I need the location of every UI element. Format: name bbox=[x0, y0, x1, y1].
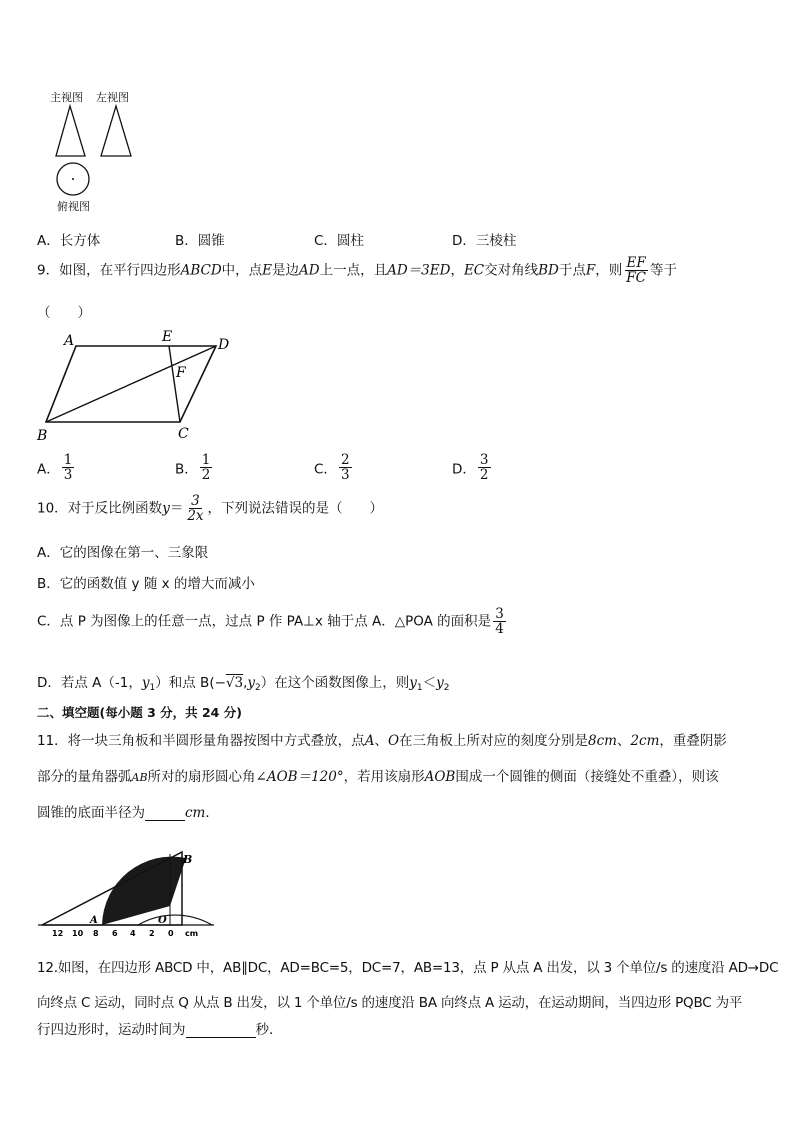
top-view-label: 俯视图 bbox=[57, 200, 90, 213]
q12-line-1: 12.如图，在四边形 ABCD 中，AB∥DC，AD=BC=5，DC=7，AB=13，点 P 从点 A 出发，以 3 个单位/s 的速度沿 AD→DC bbox=[37, 960, 779, 976]
q10-fraction bbox=[185, 494, 205, 523]
protractor-figure bbox=[38, 836, 218, 944]
q11-aob: AOB bbox=[424, 769, 456, 785]
q11-text-3b: ． bbox=[205, 805, 219, 821]
q10-d-y1b: y bbox=[409, 675, 417, 691]
q11-angle: ∠AOB＝120° bbox=[255, 769, 344, 785]
q11-line-1 bbox=[37, 729, 727, 749]
q10-text-1: 对于反比例函数 bbox=[67, 500, 163, 517]
section-2-heading: 二、填空题(每小题 3 分，共 24 分) bbox=[37, 705, 242, 720]
tick-6: 6 bbox=[112, 929, 118, 938]
q9-option-b-num: 1 bbox=[201, 452, 211, 468]
q9-text-7: 于点 bbox=[558, 262, 586, 279]
q9-text-6: 交对角线 bbox=[484, 262, 539, 279]
fig-label-b: B bbox=[183, 853, 193, 866]
q9-text-3: 是边 bbox=[272, 262, 300, 279]
q10-d-sub1b: 1 bbox=[416, 683, 423, 693]
label-a: A bbox=[64, 333, 75, 349]
q11-cm: cm bbox=[185, 805, 206, 821]
q9-option-a-num: 1 bbox=[63, 452, 73, 468]
ruler-scale bbox=[52, 929, 198, 938]
q9-fraction-den: FC bbox=[626, 270, 646, 287]
q10-option-c-text: C．点 P 为图像上的任意一点，过点 P 作 PA⊥x 轴于点 A．△POA 的面积是 bbox=[37, 613, 492, 630]
label-f: F bbox=[176, 365, 186, 381]
top-view-center-dot bbox=[72, 178, 74, 180]
q9-e: E bbox=[262, 262, 273, 279]
parallelogram-figure bbox=[34, 326, 239, 446]
q12-text-3a: 行四边形时，运动时间为 bbox=[37, 1022, 186, 1038]
q8-option-b: B．圆锥 bbox=[175, 233, 225, 249]
fig-label-o: O bbox=[158, 915, 167, 926]
q11-sep2: 、 bbox=[616, 733, 631, 749]
q10-d-y2b: y bbox=[436, 675, 444, 691]
q11-o: O bbox=[387, 733, 400, 749]
q9-text-1: 如图，在平行四边形 bbox=[59, 262, 181, 279]
q10-option-c-num: 3 bbox=[495, 606, 504, 622]
front-view-label: 主视图 bbox=[50, 91, 83, 104]
q10-d-y2: y bbox=[247, 675, 256, 691]
front-view-triangle bbox=[56, 106, 85, 156]
q10-eq: ＝ bbox=[169, 500, 184, 517]
q9-option-c-letter: C． bbox=[314, 461, 337, 478]
q8-option-d: D．三棱柱 bbox=[452, 233, 517, 249]
q11-arc-ab: AB bbox=[131, 771, 148, 784]
q10-d-sub2b: 2 bbox=[443, 683, 450, 693]
q12-text-3b: 秒． bbox=[255, 1022, 283, 1038]
label-c: C bbox=[178, 426, 189, 442]
left-view-label: 左视图 bbox=[96, 91, 129, 104]
q11-text-1a: 11．将一块三角板和半圆形量角器按图中方式叠放，点 bbox=[37, 733, 365, 749]
q10-fraction-den: 2x bbox=[187, 508, 204, 525]
q10-number: 10． bbox=[37, 500, 68, 517]
q9-paren: （ ） bbox=[37, 305, 91, 321]
q9-f: F bbox=[585, 262, 596, 279]
q10-option-c bbox=[37, 607, 508, 636]
q9-option-d-den: 2 bbox=[479, 467, 489, 484]
q10-d-comma: , bbox=[243, 675, 248, 691]
q10-d-sub1: 1 bbox=[149, 683, 156, 693]
q11-answer-blank[interactable] bbox=[145, 804, 185, 821]
q9-abcd: ABCD bbox=[180, 262, 222, 279]
q11-text-2a: 部分的量角器弧 bbox=[37, 769, 132, 785]
q10-option-c-fraction bbox=[493, 607, 506, 636]
q10-option-a: A．它的图像在第一、三象限 bbox=[37, 545, 209, 561]
q9-option-d bbox=[452, 453, 493, 482]
q9-ad: AD bbox=[299, 262, 320, 279]
q11-line-2 bbox=[37, 765, 719, 785]
q9-number: 9． bbox=[37, 262, 60, 279]
q10-y: y bbox=[162, 500, 170, 517]
q10-d-lt: ＜ bbox=[422, 675, 437, 691]
q11-text-1b: 在三角板上所对应的刻度分别是 bbox=[399, 733, 589, 749]
q11-text-1c: ，重叠阴影 bbox=[659, 733, 727, 749]
tick-4: 4 bbox=[130, 929, 136, 938]
q9-option-a bbox=[37, 453, 76, 482]
q10-text-2: ，下列说法错误的是（ ） bbox=[207, 500, 384, 517]
q9-option-a-letter: A． bbox=[37, 461, 60, 478]
tick-10: 10 bbox=[72, 929, 84, 938]
q11-sep: 、 bbox=[374, 733, 388, 749]
q11-text-2c: ，若用该扇形 bbox=[343, 769, 425, 785]
protractor-arc bbox=[138, 915, 212, 925]
q8-option-a: A．长方体 bbox=[37, 233, 101, 249]
q9-option-c-num: 2 bbox=[340, 452, 350, 468]
fig-label-a: A bbox=[90, 915, 98, 926]
tick-0: 0 bbox=[168, 929, 174, 938]
label-e: E bbox=[162, 329, 173, 345]
tick-8: 8 bbox=[93, 929, 99, 938]
q11-line-3 bbox=[37, 801, 219, 821]
q10-option-d bbox=[37, 671, 450, 693]
q9-stem bbox=[37, 256, 677, 285]
q11-text-2b: 所对的扇形圆心角 bbox=[147, 769, 256, 785]
q9-option-b bbox=[175, 453, 214, 482]
tick-cm: cm bbox=[185, 929, 199, 938]
q10-d-y1: y bbox=[141, 675, 150, 691]
q8-option-c: C．圆柱 bbox=[314, 233, 364, 249]
q9-option-c bbox=[314, 453, 354, 482]
q10-stem bbox=[37, 494, 383, 523]
tick-2: 2 bbox=[149, 929, 155, 938]
q9-bd: BD bbox=[538, 262, 559, 279]
q10-d-sqrt3: √3 bbox=[225, 675, 244, 691]
q10-d-text-3: ）在这个函数图像上，则 bbox=[260, 675, 410, 691]
segment-ec bbox=[169, 346, 180, 422]
q10-option-c-den: 4 bbox=[495, 621, 504, 638]
label-b: B bbox=[37, 428, 48, 444]
q9-ec: EC bbox=[463, 262, 485, 279]
q11-text-3a: 圆锥的底面半径为 bbox=[37, 805, 145, 821]
q9-option-b-den: 2 bbox=[201, 467, 211, 484]
q9-option-d-letter: D． bbox=[452, 461, 476, 478]
q9-text-2: 中，点 bbox=[221, 262, 263, 279]
q10-d-minus: − bbox=[214, 675, 226, 691]
left-view-triangle bbox=[101, 106, 131, 156]
q11-text-2d: 围成一个圆锥的侧面（接缝处不重叠），则该 bbox=[455, 769, 719, 785]
q9-text-9: 等于 bbox=[649, 262, 677, 279]
label-d: D bbox=[218, 337, 230, 353]
q9-option-b-letter: B． bbox=[175, 461, 198, 478]
q11-2cm: 2cm bbox=[630, 733, 660, 749]
tick-12: 12 bbox=[52, 929, 64, 938]
q10-d-text-2: ）和点 B( bbox=[155, 675, 215, 691]
q12-line-3 bbox=[37, 1018, 283, 1038]
q12-line-2: 向终点 C 运动，同时点 Q 从点 B 出发，以 1 个单位/s 的速度沿 BA 向终点 A 运动，在运动期间，当四边形 PQBC 为平 bbox=[37, 995, 743, 1011]
q10-option-b: B．它的函数值 y 随 x 的增大而减小 bbox=[37, 576, 255, 592]
q11-8cm: 8cm bbox=[588, 733, 617, 749]
q12-answer-blank[interactable] bbox=[186, 1021, 256, 1038]
q9-option-d-num: 3 bbox=[479, 452, 489, 468]
q9-fraction-num: EF bbox=[626, 255, 646, 271]
q10-fraction-num: 3 bbox=[191, 493, 200, 509]
q9-text-4: 上一点，且 bbox=[319, 262, 388, 279]
q9-equation: AD＝3ED bbox=[387, 262, 451, 279]
q9-fraction bbox=[624, 256, 648, 285]
q9-option-c-den: 3 bbox=[340, 467, 350, 484]
q9-option-a-den: 3 bbox=[63, 467, 73, 484]
q9-text-5: ， bbox=[450, 262, 464, 279]
q9-text-8: ，则 bbox=[595, 262, 623, 279]
q11-a: A bbox=[364, 733, 375, 749]
q10-d-sub2: 2 bbox=[255, 683, 261, 693]
q10-d-text-1: D．若点 A（-1， bbox=[37, 675, 142, 691]
